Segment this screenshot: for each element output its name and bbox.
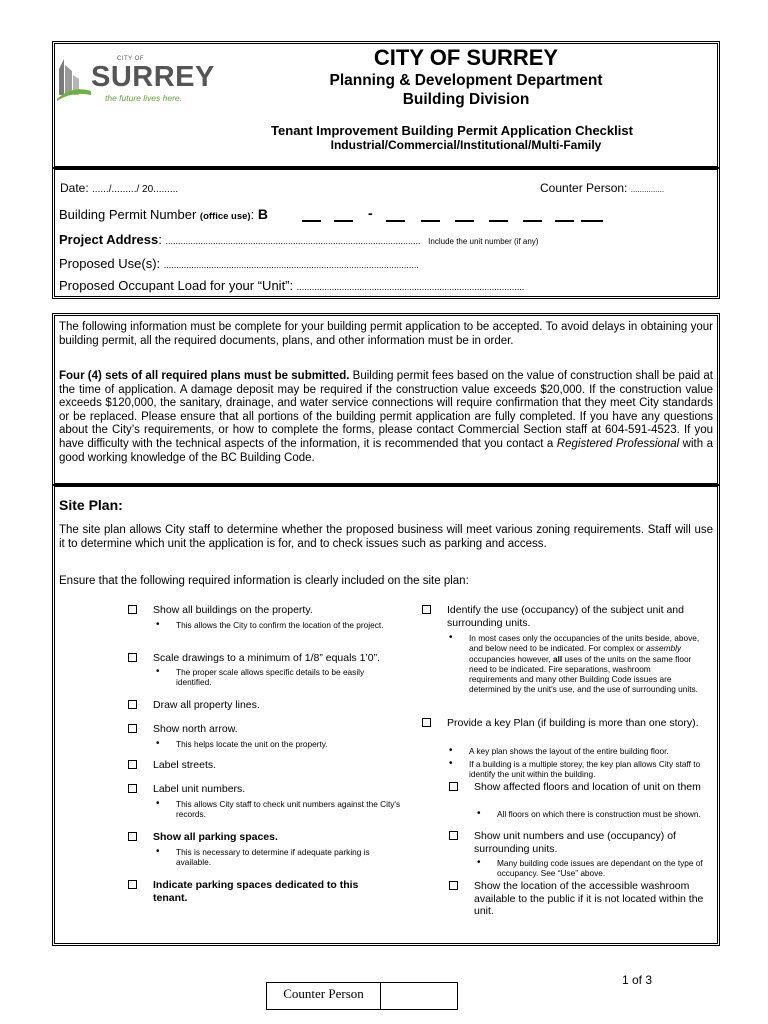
checkbox[interactable] (128, 700, 137, 709)
project-address-field: Project Address: ...................................................................................................... Include the unit number (if any) (59, 232, 539, 247)
checkbox[interactable] (128, 760, 137, 769)
counter-person-value[interactable]: ............... (630, 185, 665, 194)
list-item: Show all parking spaces. (153, 831, 278, 843)
page-title: CITY OF SURREY (373, 45, 559, 70)
list-item: Label streets. (153, 759, 217, 771)
permit-number-field: Building Permit Number (office use): B (59, 206, 268, 222)
counter-person-label: Counter Person (267, 983, 381, 1009)
date-label: Date: ....../........./ 20......... (60, 181, 179, 195)
checkbox[interactable] (422, 718, 431, 727)
list-item: Identify the use (occupancy) of the subject unit and surrounding units. (447, 604, 684, 629)
checkbox[interactable] (128, 653, 137, 662)
division-name: Building Division (402, 91, 530, 108)
list-item: Show north arrow. (153, 723, 238, 735)
site-plan-paragraph-1: The site plan allows City staff to determine whether the proposed business will meet various zoning requirements. Staff will use it to determine which unit the application is for, and to check issues such as parking and access. (59, 524, 713, 550)
checkbox[interactable] (449, 831, 458, 840)
list-item: Show all buildings on the property. (153, 604, 313, 616)
list-item: Indicate parking spaces dedicated to this tenant. (153, 879, 359, 904)
list-item: Show unit numbers and use (occupancy) of surrounding units. (474, 830, 676, 855)
list-item: Provide a key Plan (if building is more than one story). (447, 717, 699, 729)
form-subtitle: Industrial/Commercial/Institutional/Multi-Family (330, 138, 602, 152)
intro-paragraph-2: Four (4) sets of all required plans must be submitted. Building permit fees based on the value of construction shall be paid at the time of application. A damage deposit may be required if the construction value exceeds $20,000. If the construction value exceeds $120,000, the sanitary, drainage, and water service connections will require confirmation that they meet City standards or be replaced. Please ensure that all portions of the building permit application are fully completed. If you have any questions about the City’s requirements, or how to complete the forms, please contact Commercial Section staff at 604-591-4523. If you have difficulty with the technical aspects of the information, it is recommended that you contact a Registered Professional with a good working knowledge of the BC Building Code. (59, 370, 713, 464)
list-item-note: • This helps locate the unit on the property. (176, 739, 396, 749)
proposed-use-value[interactable]: ...................................................................................................... (163, 260, 419, 270)
checkbox[interactable] (449, 881, 458, 890)
site-plan-paragraph-2: Ensure that the following required information is clearly included on the site plan: (59, 575, 469, 587)
list-item-note: • This is necessary to determine if adequate parking is available. (176, 847, 396, 868)
site-plan-heading: Site Plan: (59, 497, 123, 513)
project-address-value[interactable]: ...................................................................................................... (165, 236, 421, 246)
list-item-note: • This allows the City to confirm the location of the project. (176, 620, 396, 630)
form-title: Tenant Improvement Building Permit Application Checklist (271, 123, 633, 138)
list-item-note: • The proper scale allows specific details to be easily identified. (176, 667, 396, 688)
list-item-note: • All floors on which there is construction must be shown. (497, 809, 707, 819)
department-name: Planning & Development Department (329, 72, 603, 89)
page-number: 1 of 3 (622, 973, 653, 987)
logo-city-of: CITY OF (117, 56, 145, 62)
checkbox[interactable] (128, 724, 137, 733)
checkbox[interactable] (128, 880, 137, 889)
address-note: Include the unit number (if any) (428, 237, 539, 246)
list-item-note: • This allows City staff to check unit numbers against the City's records. (176, 799, 406, 820)
list-item: Scale drawings to a minimum of 1/8” equals 1’0”. (153, 652, 381, 664)
list-item-note: • If a building is a multiple storey, the key plan allows City staff to identify the unit within the building. (469, 759, 709, 780)
logo-name: SURREY (91, 61, 215, 93)
checkbox[interactable] (449, 782, 458, 791)
list-item: Show affected floors and location of unit on them (474, 781, 701, 793)
surrey-logo (57, 55, 217, 105)
checkbox[interactable] (128, 832, 137, 841)
checkbox[interactable] (128, 605, 137, 614)
counter-person-initials[interactable] (381, 983, 457, 1009)
list-item: Label unit numbers. (153, 783, 246, 795)
counter-person-box (266, 982, 458, 1010)
list-item-note: • Many building code issues are dependant on the type of occupancy. See “Use” above. (497, 858, 707, 879)
logo-tagline: the future lives here. (105, 93, 183, 103)
date-value[interactable]: ....../........./ 20......... (92, 184, 179, 195)
checkbox[interactable] (422, 605, 431, 614)
proposed-use-field: Proposed Use(s): ...................................................................................................... (59, 256, 419, 271)
list-item: Show the location of the accessible washroom available to the public if it is not located within the unit. (474, 880, 704, 917)
list-item-note: • In most cases only the occupancies of the units beside, above, and below need to be indicated. For complex or assembly occupancies however, all uses of the units on the same floor need to be indicated. Fire separations, washroom requirements and many other Building Code issues are determined by the unit's use, and the use of surrounding units. (469, 633, 701, 695)
list-item-note: • A key plan shows the layout of the entire building floor. (469, 746, 709, 756)
permit-prefix: B (257, 206, 268, 222)
counter-person-field: Counter Person: ............... (540, 181, 665, 195)
occupant-load-field: Proposed Occupant Load for your “Unit”: ........................................................................................... (59, 278, 525, 293)
intro-paragraph-1: The following information must be complete for your building permit application to be accepted. To avoid delays in obtaining your building permit, all the required documents, plans, and other information must be in order. (59, 321, 713, 347)
list-item: Draw all property lines. (153, 699, 260, 711)
checkbox[interactable] (128, 784, 137, 793)
occupant-load-value[interactable]: ........................................................................................... (296, 282, 525, 292)
